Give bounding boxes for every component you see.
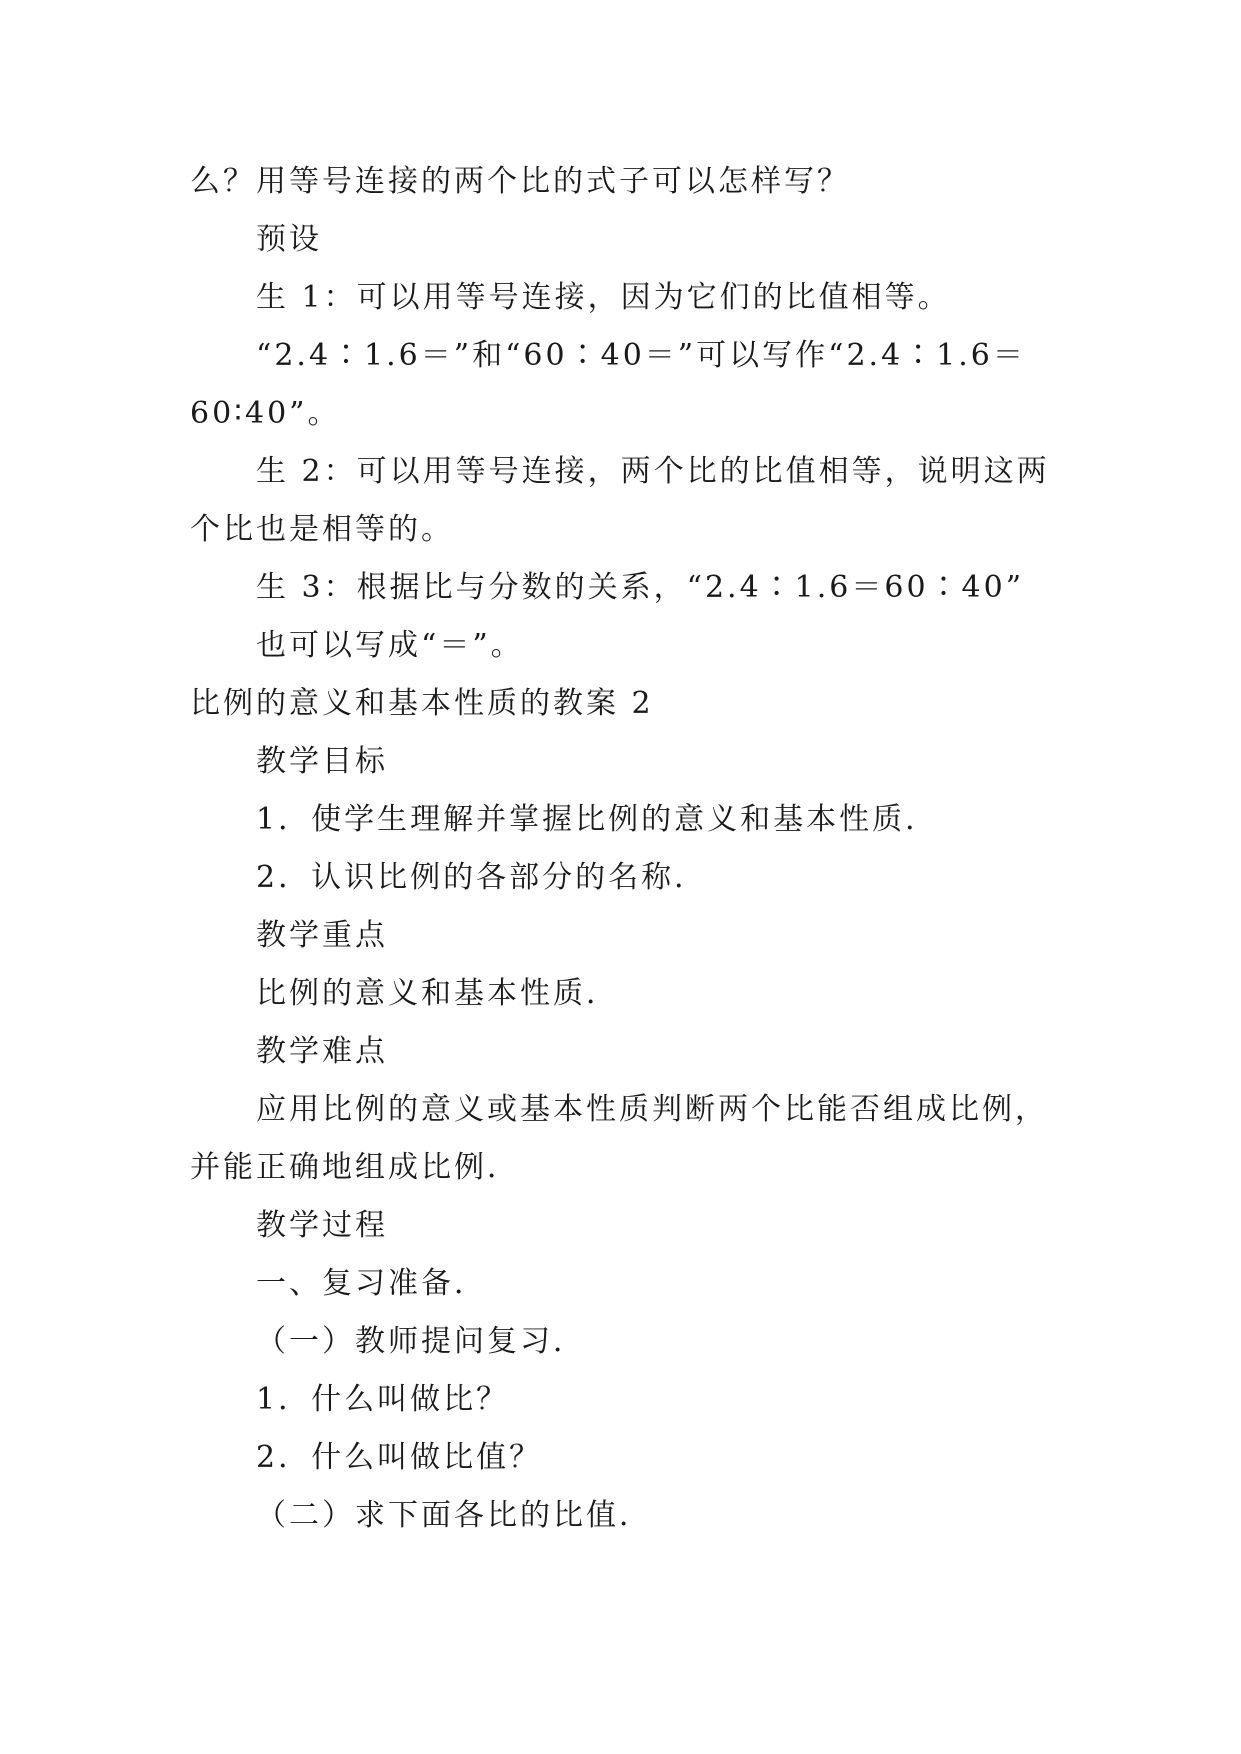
text-line: 2．什么叫做比值？ <box>256 1440 543 1475</box>
text-line: “2.4∶1.6＝”和“60∶40＝”可以写作“2.4∶1.6＝ <box>256 338 1026 373</box>
text-line: （二）求下面各比的比值． <box>256 1498 652 1533</box>
text-line: 个比也是相等的。 <box>190 512 454 547</box>
section-heading: 比例的意义和基本性质的教案 2 <box>190 686 654 721</box>
text-line: 1．什么叫做比？ <box>256 1382 510 1417</box>
text-line: 生 1：可以用等号连接，因为它们的比值相等。 <box>256 280 951 315</box>
text-line: 生 3：根据比与分数的关系，“2.4∶1.6＝60∶40” <box>256 570 1025 605</box>
text-line: 么？用等号连接的两个比的式子可以怎样写？ <box>190 164 850 199</box>
text-line: 生 2：可以用等号连接，两个比的比值相等，说明这两 <box>256 454 1050 489</box>
text-line: 比例的意义和基本性质． <box>256 976 619 1011</box>
text-line: 60∶40”。 <box>190 396 341 431</box>
text-line: 1．使学生理解并掌握比例的意义和基本性质． <box>256 802 939 837</box>
text-line: 一、复习准备． <box>256 1266 487 1301</box>
text-line: 也可以写成“＝”。 <box>256 628 524 663</box>
text-line: 教学难点 <box>256 1034 388 1069</box>
text-line: 并能正确地组成比例． <box>190 1150 520 1185</box>
text-line: 教学目标 <box>256 744 388 779</box>
text-line: 教学过程 <box>256 1208 388 1243</box>
text-line: 应用比例的意义或基本性质判断两个比能否组成比例， <box>256 1092 1048 1127</box>
text-line: 预设 <box>256 222 322 257</box>
text-line: 教学重点 <box>256 918 388 953</box>
text-line: （一）教师提问复习． <box>256 1324 586 1359</box>
text-line: 2．认识比例的各部分的名称． <box>256 860 708 895</box>
